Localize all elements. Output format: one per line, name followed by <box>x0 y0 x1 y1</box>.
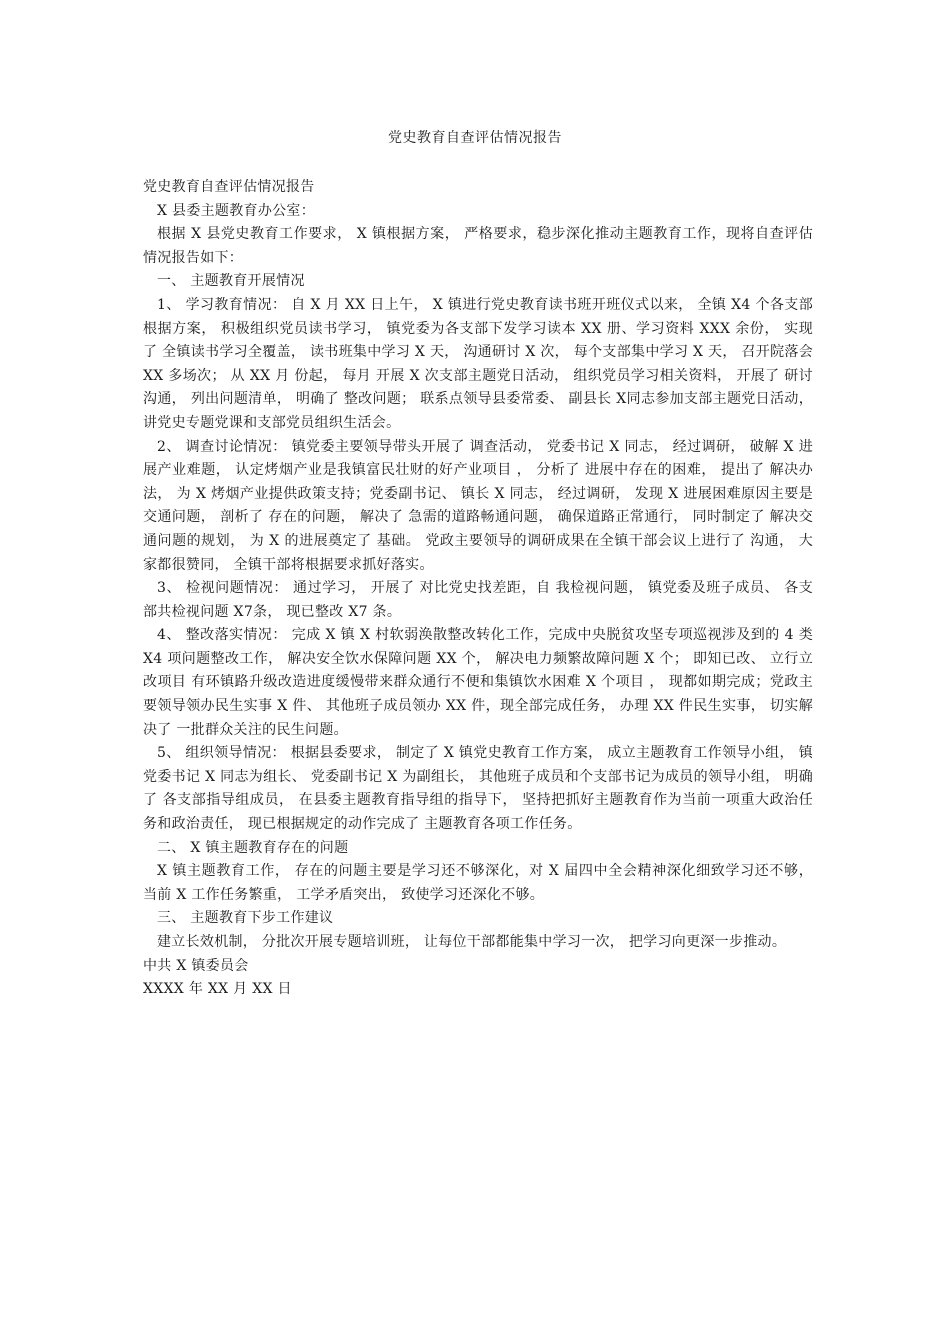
item2-paragraph: 2、 调查讨论情况： 镇党委主要领导带头开展了 调查活动， 党委书记 X 同志， 经过调研， 破解 X 进展产业难题， 认定烤烟产业是我镇富民壮财的好产业项目 ， 分析了 进展中存在的困难， 提出了 解决办法， 为 X 烤烟产业提供政策支持；党委副书记、 镇长 X 同志， 经过调研， 发现 X 进展困难原因主要是交通问题， 剖析了 存在的问题， 解决了 急需的道路畅通问题， 确保道路正常通行， 同时制定了 解决交通问题的规划， 为 X 的进展奠定了 基础。 党政主要领导的调研成果在全镇干部会议上进行了 沟通， 大家都很赞同， 全镇干部将根据要求抓好落实。 <box>143 438 813 573</box>
item5-paragraph: 5、 组织领导情况： 根据县委要求， 制定了 X 镇党史教育工作方案， 成立主题教育工作领导小组， 镇党委书记 X 同志为组长、 党委副书记 X 为副组长， 其他班子成员和个支部书记为成员的领导小组， 明确了 各支部指导组成员， 在县委主题教育指导组的指导下， 坚持把抓好主题教育作为当前一项重大政治任务和政治责任， 现已根据规定的动作完成了 主题教育各项工作任务。 <box>143 745 813 833</box>
section2-title: 二、 X 镇主题教育存在的问题 <box>157 839 349 856</box>
item3-paragraph: 3、 检视问题情况： 通过学习， 开展了 对比党史找差距，自 我检视问题， 镇党委及班子成员、 各支部共检视问题 X7条， 现已整改 X7 条。 <box>143 580 813 620</box>
section3-title: 三、 主题教育下步工作建议 <box>157 910 334 927</box>
section2-paragraph: X 镇主题教育工作， 存在的问题主要是学习还不够深化，对 X 届四中全会精神深化细致学习还不够， 当前 X 工作任务繁重， 工学矛盾突出， 致使学习还深化不够。 <box>143 863 813 903</box>
date: XXXX 年 XX 月 XX 日 <box>143 981 292 998</box>
item4-paragraph: 4、 整改落实情况： 完成 X 镇 X 村软弱涣散整改转化工作，完成中央脱贫攻坚专项巡视涉及到的 4 类 X4 项问题整改工作， 解决安全饮水保障问题 XX 个， 解决电力频繁故障问题 X 个； 即知已改、 立行立改项目 有环镇路升级改造进度缓慢带来群众通行不便和集镇饮水困难 X 个项目 ， 现都如期完成；党政主要领导领办民生实事 X 件、 其他班子成员领办 XX 件，现全部完成任务， 办理 XX 件民生实事， 切实解决了 一批群众关注的民生问题。 <box>143 627 813 738</box>
item1-paragraph: 1、 学习教育情况： 自 X 月 XX 日上午， X 镇进行党史教育读书班开班仪式以来， 全镇 X4 个各支部根据方案， 积极组织党员读书学习， 镇党委为各支部下发学习读本 XX 册、学习资料 XXX 余份， 实现了 全镇读书学习全覆盖， 读书班集中学习 X 天， 沟通研讨 X 次， 每个支部集中学习 X 天， 召开院落会 XX 多场次； 从 XX 月 份起， 每月 开展 X 次支部主题党日活动， 组织党员学习相关资料， 开展了 研讨沟通， 列出问题清单， 明确了 整改问题； 联系点领导县委常委、 副县长 X同志参加支部主题党日活动， 讲党史专题党课和支部党员组织生活会。 <box>143 296 813 431</box>
document-title: 党史教育自查评估情况报告 <box>388 130 562 146</box>
heading-repeat: 党史教育自查评估情况报告 <box>143 179 315 195</box>
signature: 中共 X 镇委员会 <box>143 957 249 974</box>
section1-title: 一、 主题教育开展情况 <box>157 273 305 290</box>
salutation: X 县委主题教育办公室： <box>157 202 316 219</box>
intro-paragraph: 根据 X 县党史教育工作要求， X 镇根据方案， 严格要求，稳步深化推动主题教育工作，现将自查评估情况报告如下： <box>143 226 813 266</box>
section3-paragraph: 建立长效机制， 分批次开展专题培训班， 让每位干部都能集中学习一次， 把学习向更深一步推动。 <box>157 934 787 950</box>
document-body <box>143 176 813 1002</box>
